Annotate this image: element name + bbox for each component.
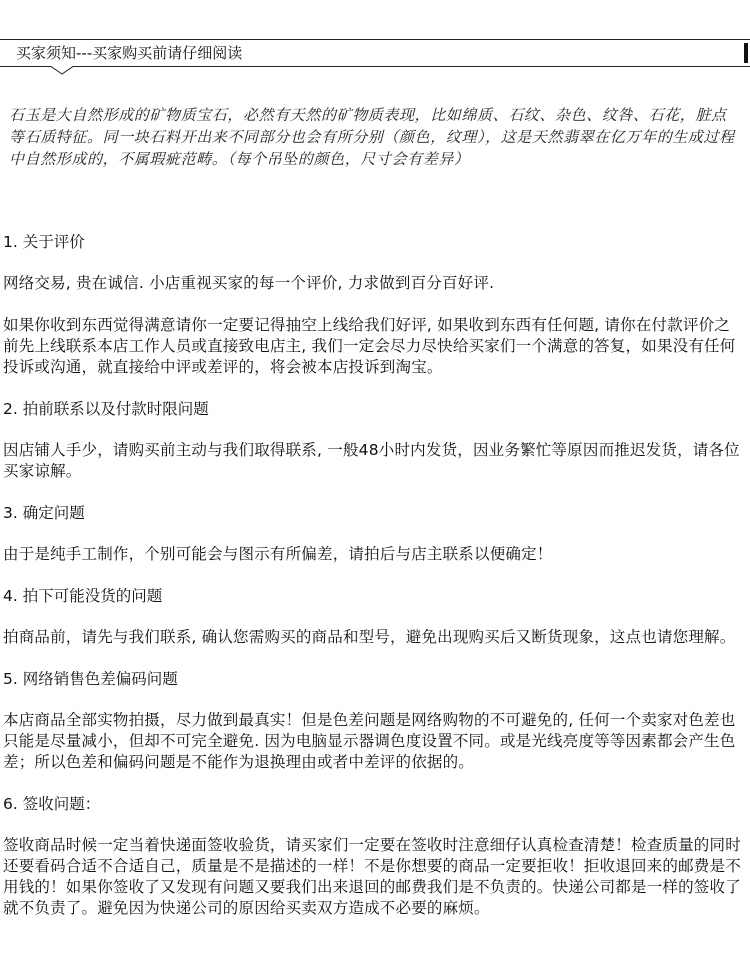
section-paragraph: 因店铺人手少，请购买前主动与我们取得联系, 一般48小时内发货，因业务繁忙等原因而推迟发货，请各位买家谅解。	[3, 441, 740, 480]
section-confirmation	[3, 503, 745, 565]
page-title: 买家须知---买家购买前请仔细阅读	[16, 44, 243, 62]
section-receipt	[3, 794, 745, 919]
section-paragraph: 如果你收到东西觉得满意请你一定要记得抽空上线给我们好评, 如果收到东西有任何题, 请你在付款评价之前先上线联系本店工作人员或直接致电店主, 我们一定会尽力尽快给买家们一个满意的答复，如果没有任何投诉或沟通，就直接给中评或差评的，将会被本店投诉到淘宝。	[3, 316, 736, 376]
header-end-marker	[744, 43, 748, 63]
section-out-of-stock	[3, 586, 745, 648]
section-heading: 5. 网络销售色差偏码问题	[3, 670, 178, 688]
section-header-bar	[0, 39, 750, 67]
notice-content	[3, 232, 745, 940]
section-heading: 6. 签收问题：	[3, 795, 101, 813]
section-heading: 4. 拍下可能没货的问题	[3, 587, 163, 605]
section-paragraph: 签收商品时候一定当着快递面签收验货，请买家们一定要在签收时注意细仔认真检查清楚！检查质量的同时还要看码合适不合适自己，质量是不是描述的一样！不是你想要的商品一定要拒收！拒收退回来的邮费是不用钱的！如果你签收了又发现有问题又要我们出来退回的邮费我们是不负责的。快递公司都是一样的签收了就不负责了。避免因为快递公司的原因给买卖双方造成不必要的麻烦。	[3, 836, 741, 917]
section-color-difference	[3, 669, 745, 773]
section-heading: 2. 拍前联系以及付款时限问题	[3, 400, 209, 418]
section-paragraph: 本店商品全部实物拍摄，尽力做到最真实！但是色差问题是网络购物的不可避免的, 任何一个卖家对色差也只能是尽量减小，但却不可完全避免. 因为电脑显示器调色度设置不同。或是光线亮度等等因素都会产生色差；所以色差和偏码问题是不能作为退换理由或者中差评的依据的。	[3, 711, 736, 771]
section-heading: 1. 关于评价	[3, 233, 85, 251]
section-evaluation	[3, 232, 745, 378]
section-contact-payment	[3, 399, 745, 482]
intro-notice: 石玉是大自然形成的矿物质宝石，必然有天然的矿物质表现，比如绵质、石纹、杂色、纹咎、石花，脏点等石质特征。同一块石料开出来不同部分也会有所分别（颜色，纹理），这是天然翡翠在亿万年的生成过程中自然形成的，不属瑕疵范畴。（每个吊坠的颜色，尺寸会有差异）	[9, 106, 735, 168]
section-heading: 3. 确定问题	[3, 504, 85, 522]
section-paragraph: 拍商品前，请先与我们联系, 确认您需购买的商品和型号，避免出现购买后又断货现象，这点也请您理解。	[3, 628, 736, 646]
section-paragraph: 由于是纯手工制作，个别可能会与图示有所偏差，请拍后与店主联系以便确定！	[3, 545, 553, 563]
section-paragraph: 网络交易, 贵在诚信. 小店重视买家的每一个评价, 力求做到百分百好评.	[3, 274, 495, 292]
